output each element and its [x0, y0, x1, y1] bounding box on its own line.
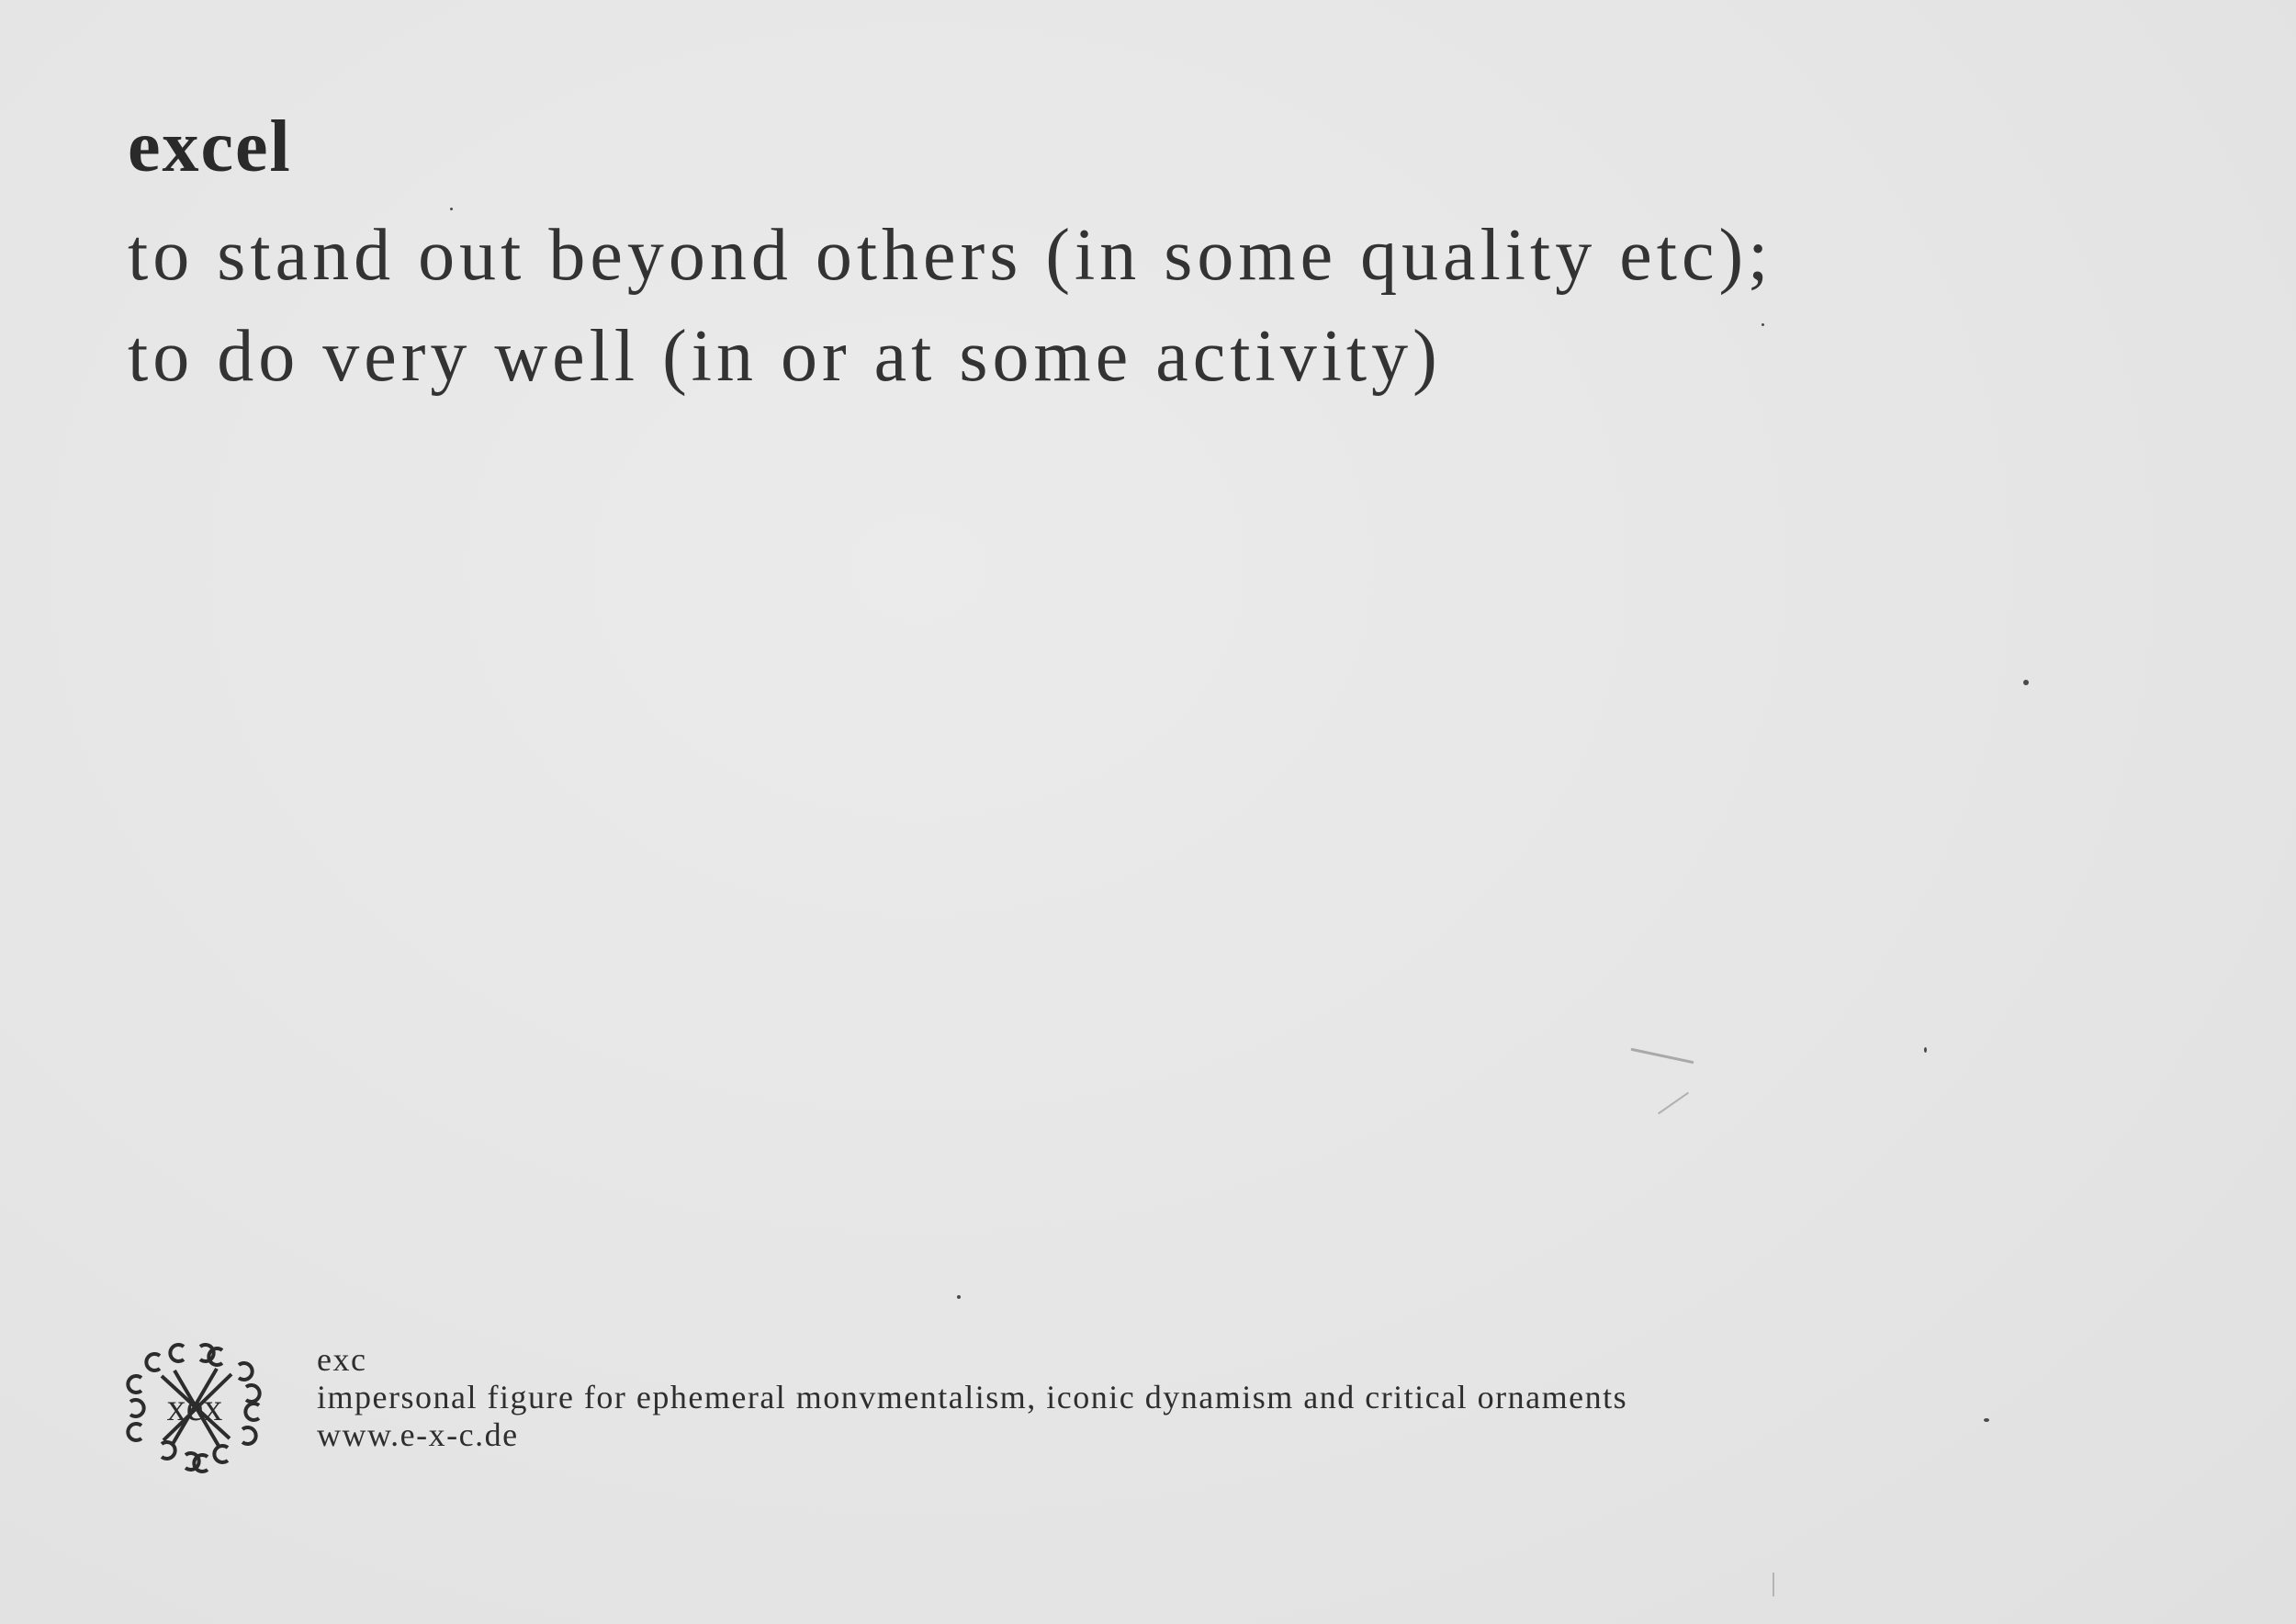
headword: excel: [128, 107, 292, 187]
paper-speck: [1924, 1047, 1927, 1053]
definition-line-2: to do very well (in or at some activity): [128, 316, 1442, 397]
paper-speck: [2023, 680, 2029, 685]
paper-scratch: [1630, 1048, 1694, 1064]
paper-speck: [1761, 323, 1764, 326]
footer-name: exc: [317, 1341, 367, 1378]
definition-line-1: to stand out beyond others (in some quality etc);: [128, 215, 1773, 296]
paper-speck: [957, 1295, 961, 1299]
logo-lettering: xex: [166, 1387, 223, 1429]
paper-speck: [450, 208, 453, 210]
footer-url: www.e-x-c.de: [317, 1416, 519, 1453]
exc-logo-icon: [119, 1330, 271, 1482]
paper-scratch: [1658, 1092, 1689, 1115]
paper-speck: [1984, 1418, 1989, 1422]
footer-text: [317, 1341, 1627, 1454]
paper-scratch: [1773, 1573, 1774, 1596]
footer-tagline: impersonal figure for ephemeral monvmentalism, iconic dynamism and critical ornaments: [317, 1379, 1628, 1415]
